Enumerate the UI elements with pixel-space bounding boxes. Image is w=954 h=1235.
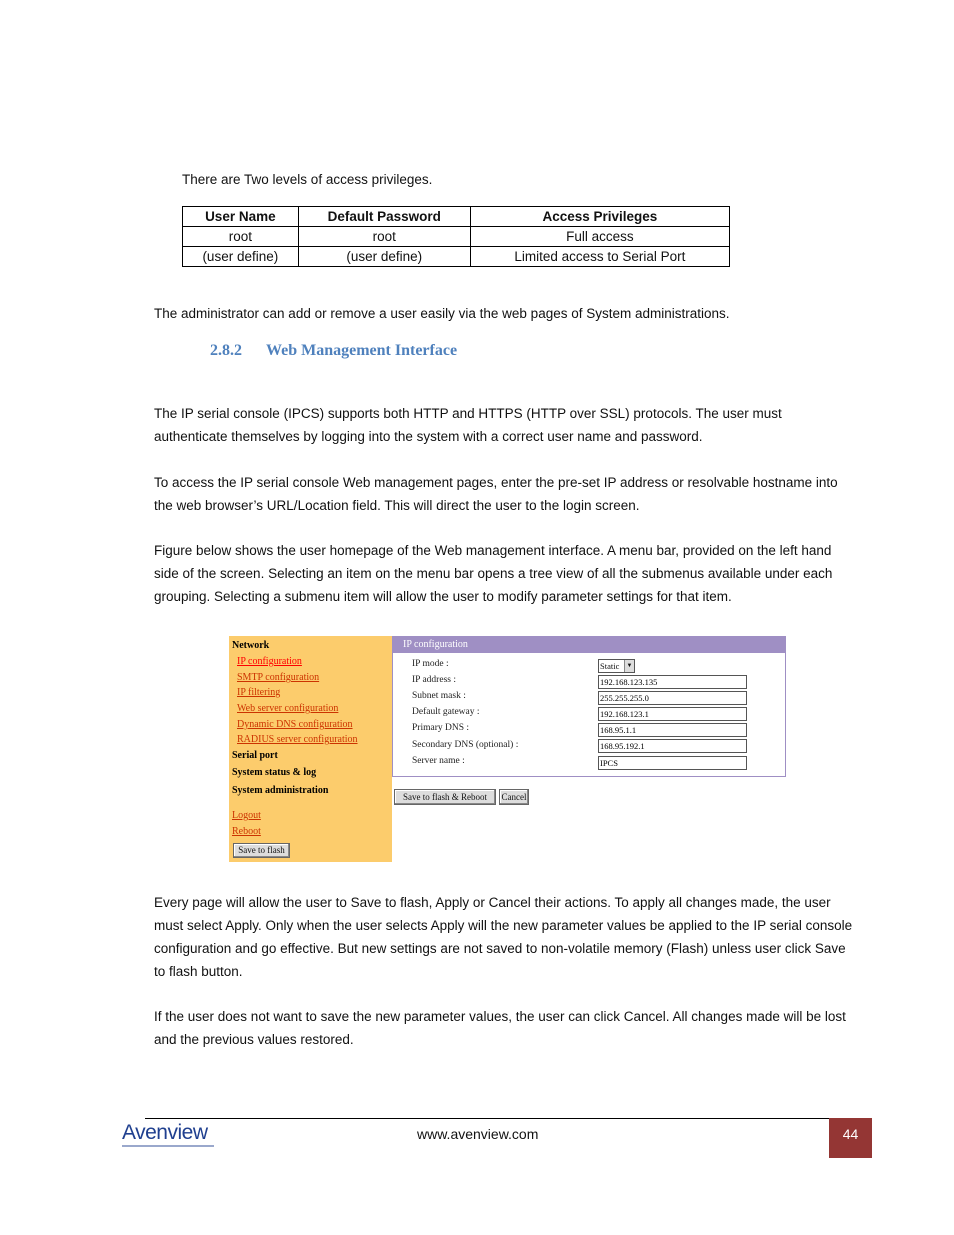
section-heading xyxy=(210,342,457,360)
menu-bar xyxy=(229,636,392,862)
label-subnet-mask: Subnet mask : xyxy=(412,691,466,701)
table-header: User Name xyxy=(183,207,299,227)
menu-link-logout[interactable]: Logout xyxy=(232,810,261,821)
paragraph-apply: Every page will allow the user to Save to flash, Apply or Cancel their actions. To apply all changes made, the user must select Apply. Only when the user selects Apply will the new parameter values be applied to the IP serial console configuration and go effective. But new settings are not saved to non-volatile memory (Flash) unless user click Save to flash button. xyxy=(154,895,853,979)
table-header-row xyxy=(183,207,730,227)
ip-mode-value: Static xyxy=(600,661,620,671)
default-gateway-input[interactable]: 192.168.123.1 xyxy=(598,707,747,721)
label-secondary-dns: Secondary DNS (optional) : xyxy=(412,740,519,750)
ip-mode-select[interactable] xyxy=(598,659,635,673)
table-header: Default Password xyxy=(298,207,470,227)
menu-link-radius[interactable]: RADIUS server configuration xyxy=(237,734,358,745)
paragraph-access: To access the IP serial console Web management pages, enter the pre-set IP address or resolvable hostname into the web browser’s URL/Location field. This will direct the user to the login screen. xyxy=(154,475,838,513)
server-name-input[interactable]: IPCS xyxy=(598,756,747,770)
web-management-figure xyxy=(229,636,786,862)
avenview-logo: Avenview xyxy=(122,1121,208,1144)
menu-link-ip-configuration[interactable]: IP configuration xyxy=(237,656,302,667)
table-header: Access Privileges xyxy=(470,207,729,227)
label-primary-dns: Primary DNS : xyxy=(412,723,469,733)
paragraph-cancel: If the user does not want to save the new parameter values, the user can click Cancel. All changes made will be lost and the previous values restored. xyxy=(154,1009,846,1047)
menu-link-smtp[interactable]: SMTP configuration xyxy=(237,672,320,683)
section-number: 2.8.2 xyxy=(210,342,242,359)
menu-group-system-status[interactable]: System status & log xyxy=(232,767,317,778)
secondary-dns-input[interactable]: 168.95.192.1 xyxy=(598,739,747,753)
table-cell: Full access xyxy=(470,227,729,247)
save-to-flash-button[interactable]: Save to flash xyxy=(233,843,290,858)
menu-group-system-admin[interactable]: System administration xyxy=(232,785,329,796)
logo-underline xyxy=(122,1145,214,1147)
cancel-button[interactable]: Cancel xyxy=(499,789,529,805)
menu-group-serial-port[interactable]: Serial port xyxy=(232,750,278,761)
intro-text: There are Two levels of access privileges. xyxy=(182,172,433,187)
label-ip-mode: IP mode : xyxy=(412,659,449,669)
primary-dns-input[interactable]: 168.95.1.1 xyxy=(598,723,747,737)
table-cell: Limited access to Serial Port xyxy=(470,247,729,267)
table-cell: (user define) xyxy=(183,247,299,267)
table-cell: root xyxy=(183,227,299,247)
admin-note: The administrator can add or remove a user easily via the web pages of System administrations. xyxy=(154,306,730,321)
save-reboot-button[interactable]: Save to flash & Reboot xyxy=(394,789,496,805)
subnet-mask-input[interactable]: 255.255.255.0 xyxy=(598,691,747,705)
table-row xyxy=(183,247,730,267)
menu-link-reboot[interactable]: Reboot xyxy=(232,826,261,837)
ip-configuration-panel xyxy=(392,636,786,777)
label-server-name: Server name : xyxy=(412,756,465,766)
menu-link-dynamic-dns[interactable]: Dynamic DNS configuration xyxy=(237,719,353,730)
label-ip-address: IP address : xyxy=(412,675,456,685)
menu-link-ip-filtering[interactable]: IP filtering xyxy=(237,687,281,698)
menu-group-network[interactable]: Network xyxy=(232,640,270,651)
menu-link-web-server[interactable]: Web server configuration xyxy=(237,703,339,714)
panel-title: IP configuration xyxy=(393,637,785,653)
dropdown-arrow-icon: ▼ xyxy=(624,660,634,672)
privileges-table xyxy=(182,206,730,267)
section-title: Web Management Interface xyxy=(266,342,458,359)
footer-url: www.avenview.com xyxy=(417,1126,539,1142)
table-cell: root xyxy=(298,227,470,247)
page-number: 44 xyxy=(829,1118,872,1158)
footer-rule xyxy=(145,1118,829,1119)
paragraph-figure-intro: Figure below shows the user homepage of the Web management interface. A menu bar, provided on the left hand side of the screen. Selecting an item on the menu bar opens a tree view of all the submenus available under each grouping. Selecting a submenu item will allow the user to modify parameter settings for that item. xyxy=(154,543,833,604)
ip-address-input[interactable]: 192.168.123.135 xyxy=(598,675,747,689)
table-cell: (user define) xyxy=(298,247,470,267)
paragraph-https: The IP serial console (IPCS) supports both HTTP and HTTPS (HTTP over SSL) protocols. The user must authenticate themselves by logging into the system with a correct user name and password. xyxy=(154,406,782,444)
label-default-gateway: Default gateway : xyxy=(412,707,480,717)
table-row xyxy=(183,227,730,247)
